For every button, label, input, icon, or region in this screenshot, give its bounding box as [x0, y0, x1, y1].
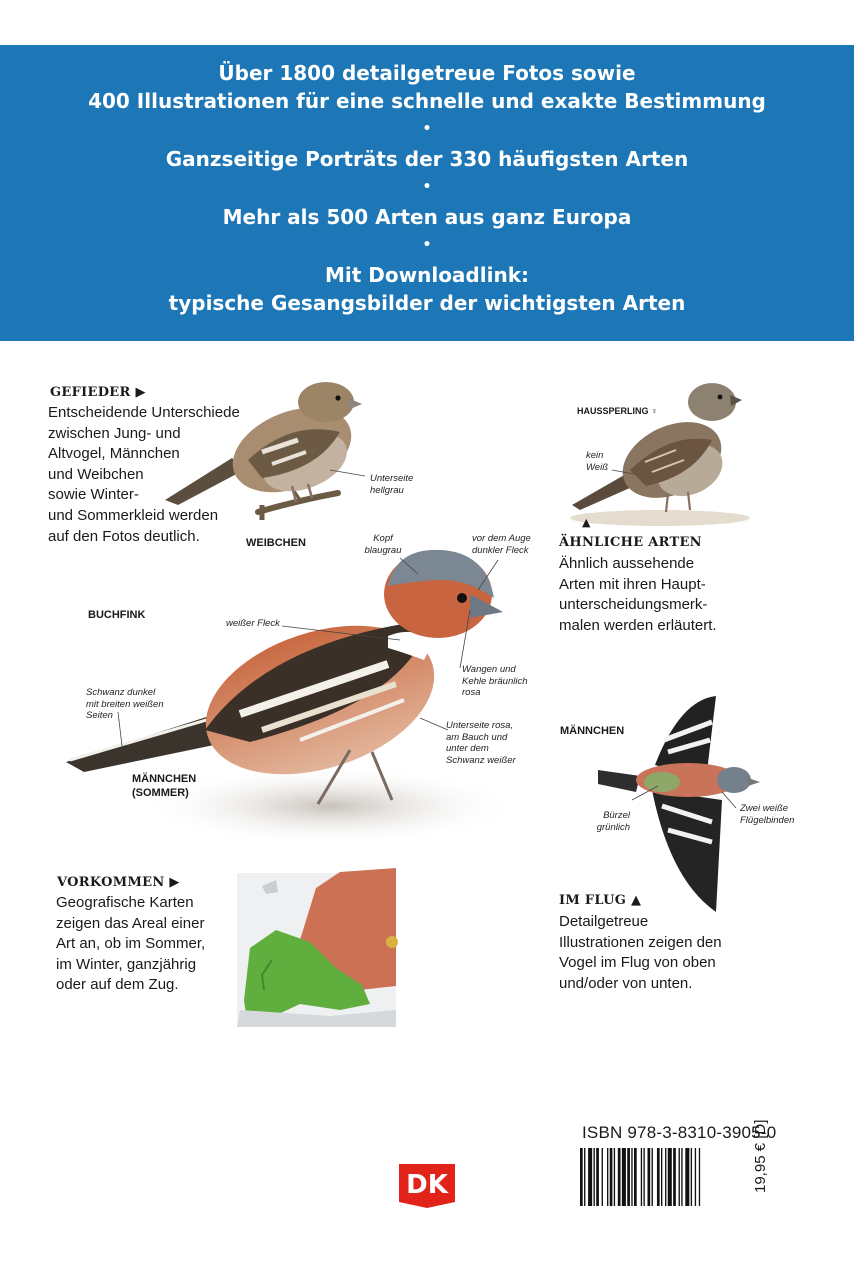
annotation-line: hellgrau — [370, 484, 404, 496]
male-summer-label — [132, 772, 196, 800]
isbn-number: ISBN 978-3-8310-3905-0 — [582, 1123, 777, 1142]
barcode-bar — [588, 1148, 592, 1206]
flight-line: Illustrationen zeigen den — [559, 933, 722, 951]
annotation-line: Schwanz dunkel — [86, 687, 156, 698]
annotation-line: am Bauch und — [446, 731, 508, 743]
tail-annotation — [86, 687, 164, 722]
species-label: BUCHFINK — [88, 609, 146, 621]
aehnliche-title: ÄHNLICHE ARTEN — [559, 535, 702, 550]
vorkommen-title: VORKOMMEN — [57, 875, 165, 890]
annotation-line: Zwei weiße — [740, 803, 789, 814]
gefieder-title: GEFIEDER — [50, 385, 131, 400]
banner-line-3: Ganzseitige Porträts der 330 häufigsten Arten — [165, 147, 689, 171]
sparrow-label: HAUSSPERLING ♀ — [577, 406, 658, 416]
rump-annotation — [596, 810, 630, 833]
gefieder-line: zwischen Jung- und — [48, 424, 181, 442]
annotation-line: Schwanz weißer — [446, 754, 516, 766]
publisher-logo-icon — [398, 1163, 456, 1209]
annotation-line: Weiß — [586, 461, 608, 473]
cheek-annotation — [462, 664, 528, 699]
flight-line: Vogel im Flug von oben — [559, 954, 716, 972]
flight-description — [559, 912, 722, 994]
annotation-line: unter dem — [446, 743, 489, 754]
annotation-line: blaugrau — [364, 544, 402, 556]
flight-title: IM FLUG — [559, 893, 627, 908]
sparrow-annotation — [586, 450, 608, 473]
barcode-bar — [622, 1148, 626, 1206]
annotation-line: Kopf — [373, 533, 393, 544]
belly-annotation — [446, 720, 516, 766]
annotation-line: grünlich — [596, 821, 630, 833]
barcode-bar — [596, 1148, 599, 1206]
barcode-bar — [661, 1148, 662, 1206]
barcode-bar — [602, 1148, 603, 1206]
banner-line-1: Über 1800 detailgetreue Fotos sowie — [218, 61, 636, 85]
flight-line: und/oder von unten. — [559, 974, 693, 992]
logo-text: DK — [406, 1170, 448, 1200]
triangle-right-icon: ▶ — [135, 385, 146, 400]
vorkommen-heading — [57, 875, 180, 890]
barcode-bar — [631, 1148, 632, 1206]
gefieder-description — [48, 403, 240, 547]
barcode-bar — [634, 1148, 637, 1206]
vorkommen-line: Art an, ob im Sommer, — [56, 935, 206, 953]
annotation-line: mit breiten weißen — [86, 698, 164, 710]
barcode-bar — [681, 1148, 682, 1206]
banner-bullet-1: • — [422, 121, 432, 137]
vorkommen-description — [56, 893, 205, 996]
barcode-bar — [695, 1148, 696, 1206]
barcode-bar — [657, 1148, 660, 1206]
flight-line: Detailgetreue — [559, 913, 649, 930]
vorkommen-line: oder auf dem Zug. — [56, 976, 179, 994]
gefieder-line: Altvogel, Männchen — [48, 445, 180, 463]
dk-logo — [398, 1163, 456, 1209]
barcode-bar — [594, 1148, 595, 1206]
gefieder-line: Entscheidende Unterschiede — [48, 404, 240, 421]
barcode-bar — [691, 1148, 692, 1206]
annotation-line: kein — [586, 450, 604, 461]
triangle-up-icon: ▲ — [631, 893, 642, 908]
label-line: MÄNNCHEN — [132, 773, 197, 785]
distribution-map — [237, 868, 398, 1027]
annotation-line: Unterseite rosa, — [446, 720, 514, 731]
aehnliche-line: unterscheidungsmerk- — [559, 596, 708, 614]
vorkommen-line: zeigen das Areal einer — [56, 914, 205, 932]
barcode-bar — [665, 1148, 666, 1206]
annotation-line: Seiten — [86, 710, 113, 721]
barcode-bar — [641, 1148, 642, 1206]
female-label: WEIBCHEN — [246, 537, 306, 549]
annotation-line: Kehle bräunlich — [462, 675, 528, 687]
barcode-bar — [580, 1148, 583, 1206]
flight-male-label: MÄNNCHEN — [560, 725, 625, 737]
barcode-bar — [584, 1148, 585, 1206]
head-annotation — [355, 533, 411, 556]
banner-line-2: 400 Illustrationen für eine schnelle und exakte Bestimmung — [88, 89, 766, 113]
aehnliche-line: Ähnlich aussehende — [559, 555, 695, 572]
barcode-bar — [643, 1148, 644, 1206]
annotation-line: vor dem Auge — [472, 533, 531, 544]
barcode-bar — [685, 1148, 689, 1206]
aehnliche-line: Arten mit ihren Haupt- — [559, 575, 706, 593]
white-patch-annotation: weißer Fleck — [226, 618, 280, 629]
banner-bullet-3: • — [422, 237, 432, 253]
barcode-bar — [679, 1148, 680, 1206]
annotation-line: Bürzel — [603, 810, 630, 821]
annotation-line: Wangen und — [462, 664, 516, 675]
barcode-bar — [668, 1148, 672, 1206]
barcode-bar — [648, 1148, 651, 1206]
triangle-up-icon: ▲ — [582, 516, 591, 529]
annotation-line: Unterseite — [370, 473, 414, 484]
barcode-bar — [618, 1148, 621, 1206]
banner-line-5: Mit Downloadlink: — [325, 263, 529, 287]
banner-line-4: Mehr als 500 Arten aus ganz Europa — [222, 205, 632, 229]
price-label: 19,95 € [D] — [752, 1119, 769, 1193]
annotation-line: Flügelbinden — [740, 814, 795, 826]
eye-annotation — [472, 533, 531, 556]
gefieder-line: auf den Fotos deutlich. — [48, 527, 200, 545]
triangle-right-icon: ▶ — [169, 875, 180, 890]
banner-bullet-2: • — [422, 179, 432, 195]
barcode-bar — [652, 1148, 653, 1206]
barcode-bar — [673, 1148, 676, 1206]
barcode-bar — [614, 1148, 615, 1206]
annotation-line: rosa — [462, 687, 481, 698]
barcode — [578, 1148, 748, 1206]
banner-line-6: typische Gesangsbilder der wichtigsten Arten — [168, 291, 686, 315]
wingbar-annotation — [740, 803, 794, 826]
barcode-bar — [627, 1148, 630, 1206]
barcode-bar — [607, 1148, 608, 1206]
barcode-bar — [610, 1148, 613, 1206]
flight-heading — [559, 893, 641, 908]
gefieder-line: sowie Winter- — [48, 486, 139, 504]
aehnliche-line: malen werden erläutert. — [559, 616, 717, 634]
barcode-bar — [699, 1148, 700, 1206]
gefieder-line: und Sommerkleid werden — [48, 506, 219, 524]
vorkommen-line: im Winter, ganzjährig — [56, 955, 197, 973]
gefieder-heading — [50, 385, 146, 400]
female-annotation — [370, 473, 413, 496]
gefieder-line: und Weibchen — [48, 465, 144, 483]
vorkommen-line: Geografische Karten — [56, 894, 194, 911]
annotation-line: dunkler Fleck — [472, 544, 529, 556]
aehnliche-description — [559, 554, 717, 636]
label-line: (SOMMER) — [132, 787, 189, 799]
